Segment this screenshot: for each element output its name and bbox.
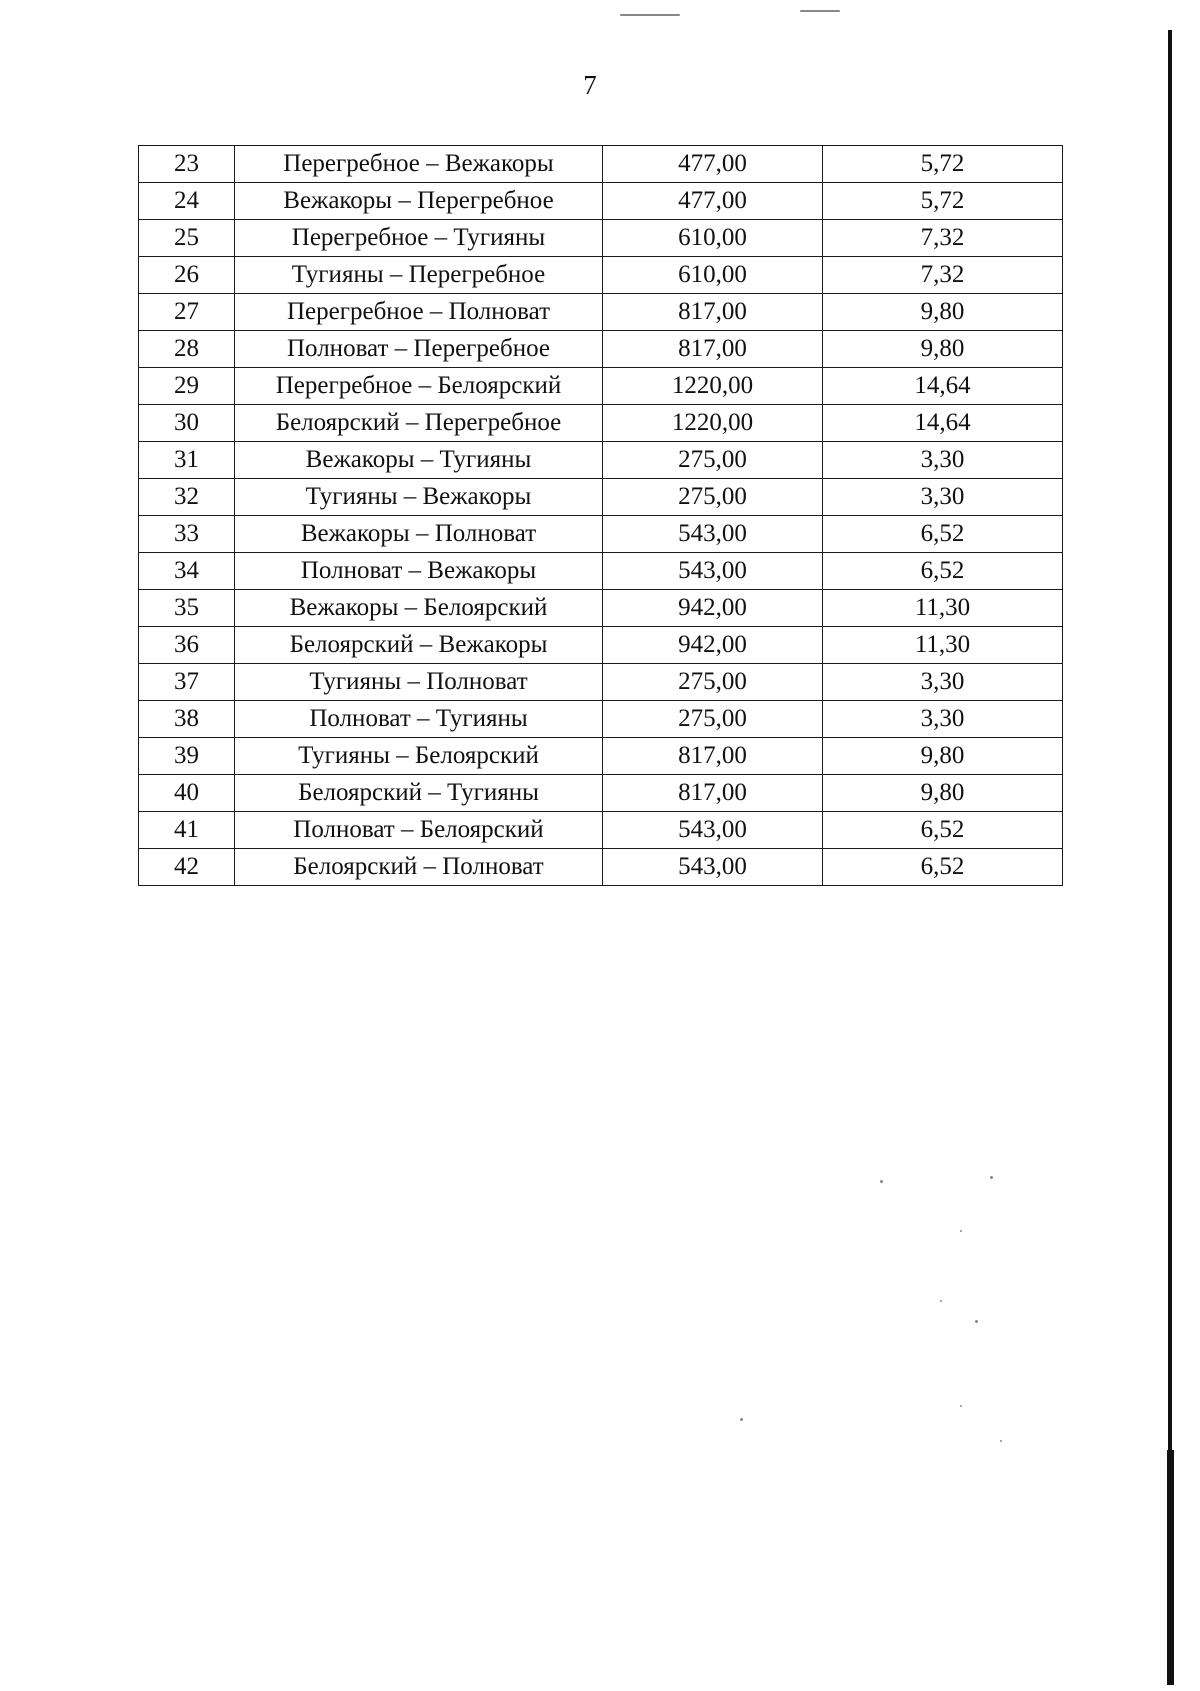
route-cell: Белоярский – Полноват	[235, 849, 603, 886]
scan-edge-shadow	[1167, 1450, 1174, 1685]
price-cell: 3,30	[823, 701, 1063, 738]
table-row	[139, 664, 1063, 701]
distance-cell: 610,00	[603, 257, 823, 294]
scan-speck	[975, 1320, 978, 1323]
price-cell: 9,80	[823, 738, 1063, 775]
price-cell: 3,30	[823, 442, 1063, 479]
distance-cell: 543,00	[603, 812, 823, 849]
scan-speck	[960, 1405, 962, 1407]
table-row	[139, 294, 1063, 331]
scan-speck	[940, 1300, 942, 1302]
table-row	[139, 701, 1063, 738]
row-number-cell: 32	[139, 479, 235, 516]
route-cell: Белоярский – Тугияны	[235, 775, 603, 812]
scan-speck	[1000, 1440, 1002, 1442]
table-row	[139, 257, 1063, 294]
price-cell: 3,30	[823, 664, 1063, 701]
price-cell: 7,32	[823, 257, 1063, 294]
table-row	[139, 368, 1063, 405]
route-cell: Белоярский – Вежакоры	[235, 627, 603, 664]
row-number-cell: 40	[139, 775, 235, 812]
distance-cell: 543,00	[603, 553, 823, 590]
route-cell: Вежакоры – Полноват	[235, 516, 603, 553]
price-cell: 9,80	[823, 775, 1063, 812]
route-cell: Полноват – Белоярский	[235, 812, 603, 849]
route-cell: Перегребное – Тугияны	[235, 220, 603, 257]
route-cell: Полноват – Тугияны	[235, 701, 603, 738]
route-cell: Тугияны – Вежакоры	[235, 479, 603, 516]
row-number-cell: 30	[139, 405, 235, 442]
row-number-cell: 28	[139, 331, 235, 368]
distance-cell: 817,00	[603, 738, 823, 775]
price-cell: 5,72	[823, 183, 1063, 220]
route-cell: Вежакоры – Тугияны	[235, 442, 603, 479]
route-cell: Тугияны – Белоярский	[235, 738, 603, 775]
route-table-body	[139, 146, 1063, 886]
table-row	[139, 590, 1063, 627]
distance-cell: 942,00	[603, 590, 823, 627]
route-cell: Тугияны – Перегребное	[235, 257, 603, 294]
distance-cell: 817,00	[603, 294, 823, 331]
table-row	[139, 331, 1063, 368]
distance-cell: 543,00	[603, 516, 823, 553]
table-row	[139, 553, 1063, 590]
distance-cell: 275,00	[603, 479, 823, 516]
price-cell: 6,52	[823, 516, 1063, 553]
row-number-cell: 34	[139, 553, 235, 590]
scan-speck	[740, 1418, 743, 1421]
price-cell: 5,72	[823, 146, 1063, 183]
scan-speck	[800, 10, 840, 12]
distance-cell: 942,00	[603, 627, 823, 664]
row-number-cell: 42	[139, 849, 235, 886]
table-row	[139, 849, 1063, 886]
row-number-cell: 37	[139, 664, 235, 701]
row-number-cell: 26	[139, 257, 235, 294]
price-cell: 11,30	[823, 627, 1063, 664]
price-cell: 7,32	[823, 220, 1063, 257]
table-row	[139, 516, 1063, 553]
distance-cell: 275,00	[603, 664, 823, 701]
route-cell: Тугияны – Полноват	[235, 664, 603, 701]
table-row	[139, 479, 1063, 516]
row-number-cell: 33	[139, 516, 235, 553]
price-cell: 3,30	[823, 479, 1063, 516]
page-number: 7	[583, 70, 597, 100]
table-row	[139, 405, 1063, 442]
table-row	[139, 738, 1063, 775]
distance-cell: 817,00	[603, 331, 823, 368]
scan-speck	[990, 1176, 993, 1179]
route-cell: Полноват – Перегребное	[235, 331, 603, 368]
table-row	[139, 775, 1063, 812]
table-row	[139, 146, 1063, 183]
row-number-cell: 25	[139, 220, 235, 257]
scan-speck	[620, 14, 680, 16]
distance-cell: 543,00	[603, 849, 823, 886]
row-number-cell: 38	[139, 701, 235, 738]
price-cell: 6,52	[823, 553, 1063, 590]
distance-cell: 477,00	[603, 183, 823, 220]
price-cell: 9,80	[823, 331, 1063, 368]
route-cell: Перегребное – Полноват	[235, 294, 603, 331]
scan-speck	[880, 1180, 883, 1183]
distance-cell: 275,00	[603, 442, 823, 479]
route-cell: Вежакоры – Белоярский	[235, 590, 603, 627]
table-row	[139, 220, 1063, 257]
route-table	[138, 145, 1063, 886]
row-number-cell: 23	[139, 146, 235, 183]
distance-cell: 1220,00	[603, 405, 823, 442]
table-row	[139, 183, 1063, 220]
scan-edge-line	[1168, 30, 1172, 1685]
row-number-cell: 31	[139, 442, 235, 479]
distance-cell: 275,00	[603, 701, 823, 738]
distance-cell: 817,00	[603, 775, 823, 812]
route-cell: Белоярский – Перегребное	[235, 405, 603, 442]
table-row	[139, 812, 1063, 849]
row-number-cell: 39	[139, 738, 235, 775]
route-cell: Перегребное – Белоярский	[235, 368, 603, 405]
distance-cell: 610,00	[603, 220, 823, 257]
row-number-cell: 29	[139, 368, 235, 405]
route-cell: Перегребное – Вежакоры	[235, 146, 603, 183]
row-number-cell: 35	[139, 590, 235, 627]
scan-speck	[960, 1230, 962, 1232]
row-number-cell: 24	[139, 183, 235, 220]
row-number-cell: 36	[139, 627, 235, 664]
price-cell: 9,80	[823, 294, 1063, 331]
route-cell: Вежакоры – Перегребное	[235, 183, 603, 220]
price-cell: 14,64	[823, 405, 1063, 442]
row-number-cell: 41	[139, 812, 235, 849]
row-number-cell: 27	[139, 294, 235, 331]
price-cell: 6,52	[823, 849, 1063, 886]
price-cell: 6,52	[823, 812, 1063, 849]
distance-cell: 477,00	[603, 146, 823, 183]
distance-cell: 1220,00	[603, 368, 823, 405]
table-row	[139, 627, 1063, 664]
table-row	[139, 442, 1063, 479]
price-cell: 14,64	[823, 368, 1063, 405]
route-cell: Полноват – Вежакоры	[235, 553, 603, 590]
price-cell: 11,30	[823, 590, 1063, 627]
